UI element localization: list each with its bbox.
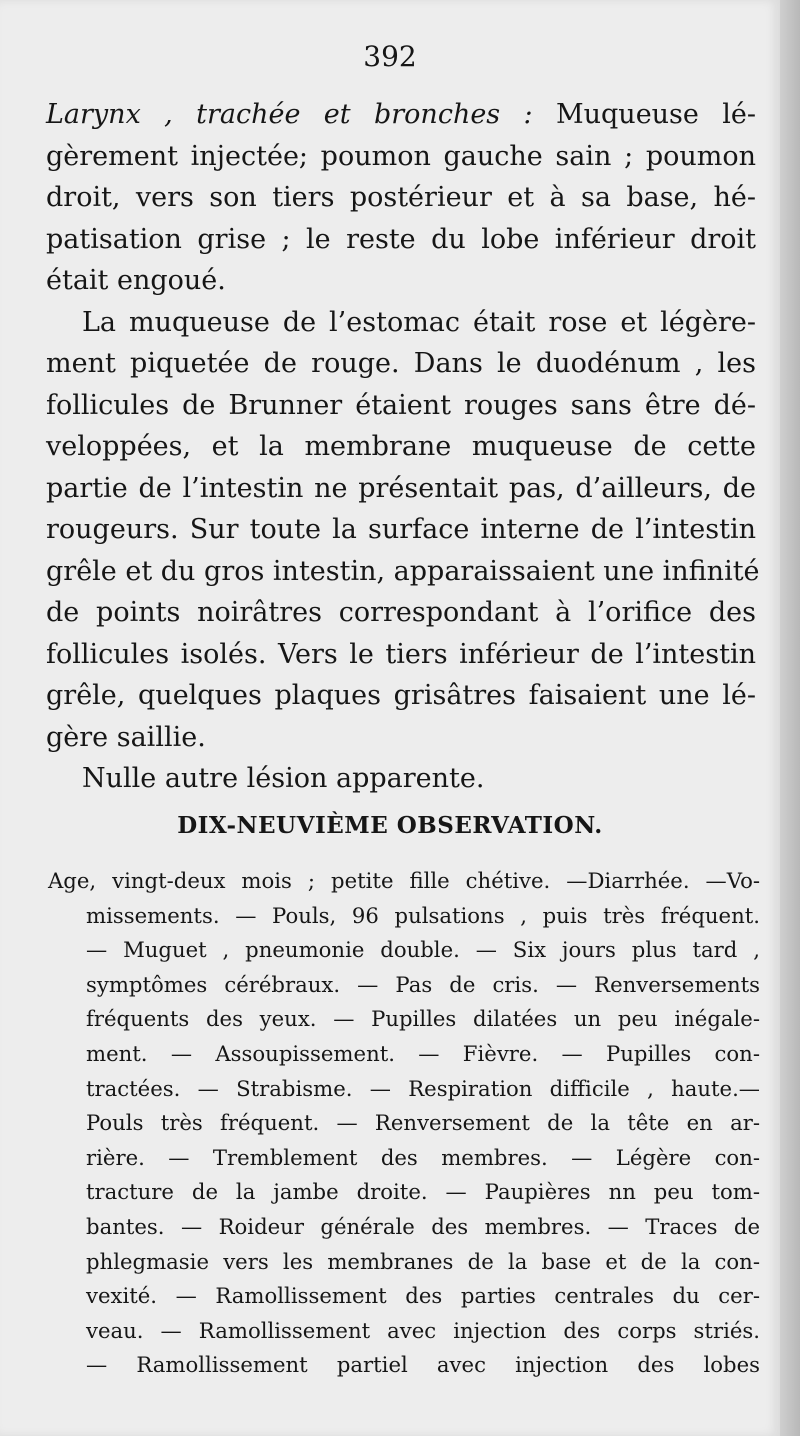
text-line: grêle, quelques plaques grisâtres faisaient une lé- xyxy=(46,680,756,711)
summary-line: symptômes cérébraux. — Pas de cris. — Renversements xyxy=(86,971,760,997)
text-line: follicules de Brunner étaient rouges sans être dé- xyxy=(46,389,756,421)
summary-line: vexité. — Ramollissement des parties centrales du cer- xyxy=(86,1283,760,1309)
text-line: gèrement injectée; poumon gauche sain ; poumon xyxy=(46,140,756,172)
summary-line: tractées. — Strabisme. — Respiration difficile , haute.— xyxy=(86,1075,760,1101)
text-line: Nulle autre lésion apparente. xyxy=(82,763,485,794)
text-line: rougeurs. Sur toute la surface interne de l’intestin xyxy=(46,514,756,545)
text-line: grêle et du gros intestin, apparaissaient une infinité xyxy=(46,555,760,587)
text-line: partie de l’intestin ne présentait pas, d’ailleurs, de xyxy=(46,472,756,504)
body-text xyxy=(46,94,760,800)
text-line: patisation grise ; le reste du lobe inférieur droit xyxy=(46,223,756,255)
observation-heading: DIX-NEUVIÈME OBSERVATION. xyxy=(177,812,603,839)
line-text: Muqueuse lé- xyxy=(532,99,756,130)
summary-line: bantes. — Roideur générale des membres. — Traces de xyxy=(86,1213,760,1239)
summary-line: — Muguet , pneumonie double. — Six jours plus tard , xyxy=(86,937,760,963)
summary-line: ment. — Assoupissement. — Fièvre. — Pupilles con- xyxy=(86,1040,760,1066)
summary-line: fréquents des yeux. — Pupilles dilatées un peu inégale- xyxy=(86,1006,760,1032)
text-line: ment piquetée de rouge. Dans le duodénum , les xyxy=(46,348,756,379)
summary-line: Pouls très fréquent. — Renversement de la tête en ar- xyxy=(86,1110,760,1136)
summary-line: Age, vingt-deux mois ; petite fille chétive. —Diarrhée. —Vo- xyxy=(48,868,760,893)
italic-lead: Larynx , trachée et bronches : xyxy=(46,99,533,130)
text-line: La muqueuse de l’estomac était rose et légère- xyxy=(82,306,756,338)
text-line xyxy=(46,94,756,136)
page-edge xyxy=(780,0,800,1436)
summary-line: — Ramollissement partiel avec injection des lobes xyxy=(86,1352,760,1378)
text-line: gère saillie. xyxy=(46,721,206,753)
text-line: de points noirâtres correspondant à l’orifice des xyxy=(46,597,756,628)
text-line: était engoué. xyxy=(46,265,226,296)
text-line: droit, vers son tiers postérieur et à sa base, hé- xyxy=(46,182,756,213)
text-line: veloppées, et la membrane muqueuse de cette xyxy=(46,431,756,462)
summary-line: rière. — Tremblement des membres. — Légère con- xyxy=(86,1144,760,1170)
text-line: follicules isolés. Vers le tiers inférieur de l’intestin xyxy=(46,638,756,670)
summary-line: tracture de la jambe droite. — Paupières nn peu tom- xyxy=(86,1179,760,1205)
summary-line: veau. — Ramollissement avec injection des corps striés. xyxy=(86,1317,760,1343)
summary-line: missements. — Pouls, 96 pulsations , puis très fréquent. xyxy=(86,902,760,928)
observation-summary xyxy=(48,864,760,1383)
summary-line: phlegmasie vers les membranes de la base et de la con- xyxy=(86,1248,760,1274)
page-number: 392 xyxy=(363,40,417,73)
